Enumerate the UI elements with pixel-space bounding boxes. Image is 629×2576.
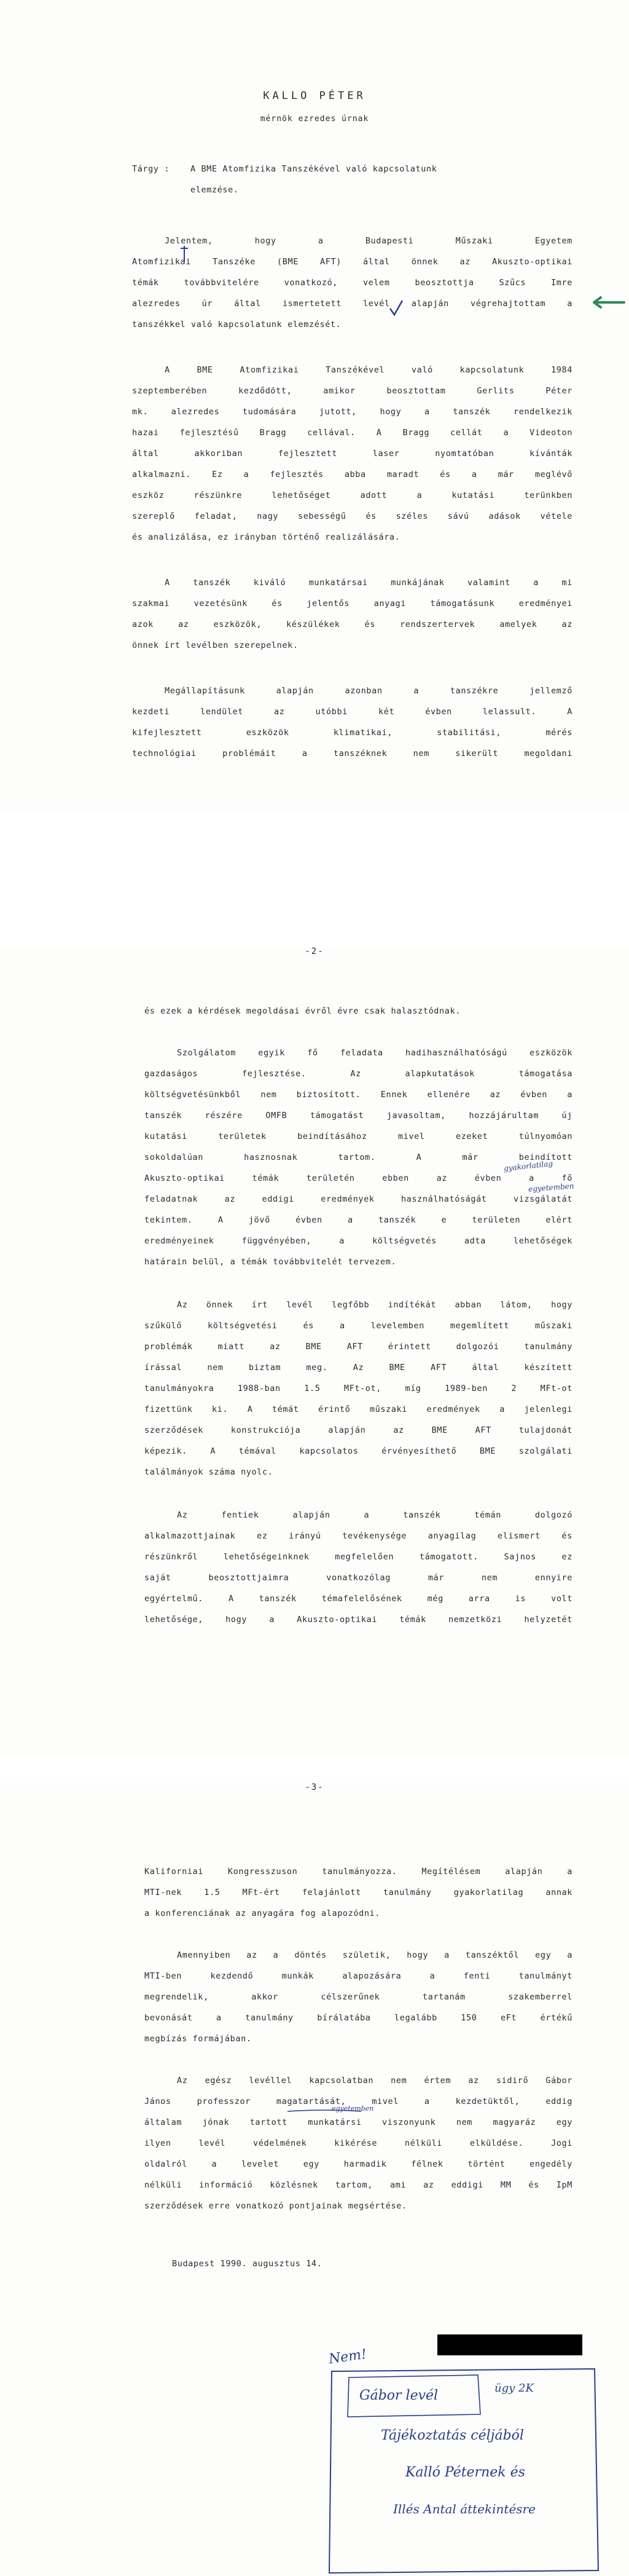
paragraph-line: alkalmazottjainak ez irányú tevékenysége anyagilag elismert és	[144, 1531, 572, 1541]
paragraph-line: A tanszék kiváló munkatársai munkájának valamint a mi	[165, 578, 572, 588]
paragraph-line: szeptemberében kezdődött, amikor beosztottam Gerlits Péter	[132, 386, 572, 396]
paragraph-line: önnek írt levélben szerepelnek.	[132, 640, 299, 650]
handwritten-note-line: Kalló Péternek és	[405, 2465, 525, 2480]
paragraph-line: lehetősége, hogy a Akuszto-optikai témák nemzetközi helyzetét	[144, 1615, 572, 1625]
paragraph-line: határain belül, a témák továbbvitelét tervezem.	[144, 1257, 397, 1267]
paragraph-line: ilyen levél védelmének kikérése nélküli elküldése. Jogi	[144, 2138, 572, 2148]
paragraph-line: Kaliforniai Kongresszuson tanulmányozza. Megítélésem alapján a	[144, 1867, 572, 1877]
paragraph-line: a konferenciának az anyagára fog alapozódni.	[144, 1908, 381, 1918]
paragraph-line: megbízás formájában.	[144, 2034, 252, 2044]
paragraph-line: Szolgálatom egyik fő feladata hadihasználhatóságú eszközök	[177, 1048, 572, 1058]
paragraph-line: tanszék részére OMFB támogatást javasoltam, hozzájárultam új	[144, 1111, 572, 1121]
interline-handwritten-note: egyetemben	[332, 2105, 374, 2113]
paragraph-line: Az fentiek alapján a tanszék témán dolgozó	[177, 1510, 572, 1520]
paragraph-line: és analizálása, ez irányban történő realizálására.	[132, 532, 400, 542]
margin-handwritten-note: gyakorlatilag	[503, 1159, 553, 1173]
paragraph-line: szerződések konstrukciója alapján az BME AFT tulajdonát	[144, 1425, 572, 1435]
page-number: -2-	[305, 947, 324, 956]
paragraph-line: szűkülő költségvetési és a levelemben megemlített műszaki	[144, 1321, 572, 1331]
paragraph-line: MTI-ben kezdendő munkák alapozására a fenti tanulmányt	[144, 1971, 572, 1981]
paragraph-line: feladatnak az eddigi eredmények használhatóságát vizsgálatát	[144, 1194, 572, 1204]
paragraph-line: írással nem biztam meg. Az BME AFT által készített	[144, 1363, 572, 1373]
paragraph-line: témák továbbvitelére vonatkozó, velem beosztottja Szűcs Imre	[132, 278, 572, 288]
paragraph-line: és ezek a kérdések megoldásai évről évre csak halasztódnak.	[144, 1006, 461, 1016]
paragraph-line: kifejlesztett eszközök klimatikai, stabilitási, mérés	[132, 728, 572, 738]
paragraph-line: problémák miatt az BME AFT érintett dolgozói tanulmány	[144, 1342, 572, 1352]
paragraph-line: Az önnek írt levél legfőbb indítékát abban látom, hogy	[177, 1300, 572, 1310]
recipient-role: mérnök ezredes úrnak	[260, 114, 369, 124]
paragraph-line: fizettünk ki. A témát érintő műszaki eredmények a jelenlegi	[144, 1404, 572, 1414]
paragraph-line: alezredes úr által ismertetett levél alapján végrehajtottam a	[132, 299, 572, 309]
recipient-name: KALLO PÉTER	[263, 90, 366, 102]
paragraph-line: Megállapításunk alapján azonban a tanszékre jellemző	[165, 686, 572, 696]
subject-label: Tárgy :	[132, 164, 170, 174]
paragraph-line: azok az eszközök, készülékek és rendszertervek amelyek az	[132, 620, 572, 629]
paragraph-line: tanszékkel való kapcsolatunk elemzését.	[132, 320, 342, 329]
paragraph-line: bevonását a tanulmány bírálatába legalább 150 eFt értékű	[144, 2013, 572, 2023]
paragraph-line: egyértelmű. A tanszék témafelelősének még arra is volt	[144, 1594, 572, 1604]
page-1	[0, 0, 629, 811]
page-number: -3-	[305, 1782, 324, 1792]
paragraph-line: gazdaságos fejlesztése. Az alapkutatások támogatása	[144, 1069, 572, 1079]
paragraph-line: Amennyiben az a döntés születik, hogy a tanszéktől egy a	[177, 1950, 572, 1960]
handwritten-stamp-word: Nem!	[327, 2346, 368, 2368]
paragraph-line: MTI-nek 1.5 MFt-ért felajánlott tanulmány gyakorlatilag annak	[144, 1888, 572, 1897]
paragraph-line: alkalmazni. Ez a fejlesztés abba maradt és a már meglévő	[132, 470, 572, 479]
paragraph-line: Atomfizikai Tanszéke (BME AFT) által önnek az Akuszto-optikai	[132, 257, 572, 267]
paragraph-line: A BME Atomfizikai Tanszékével való kapcsolatunk 1984	[165, 365, 572, 375]
paragraph-line: kezdeti lendület az utóbbi két évben lelassult. A	[132, 707, 572, 717]
paragraph-line: oldalról a levelet egy harmadik félnek történt engedély	[144, 2159, 572, 2169]
paragraph-line: képezik. A témával kapcsolatos érvényesíthető BME szolgálati	[144, 1446, 572, 1456]
paragraph-line: sokoldalúan hasznosnak tartom. A már beindított	[144, 1152, 572, 1162]
paragraph-line: hazai fejlesztésű Bragg cellával. A Bragg cellát a Videoton	[132, 428, 572, 438]
paragraph-line: eredményeinek függvényében, a költségvetés adta lehetőségek	[144, 1236, 572, 1246]
page-2	[0, 947, 629, 1758]
paragraph-line: szakmai vezetésünk és jelentős anyagi támogatásunk eredményei	[132, 599, 572, 609]
handwritten-note-line: Illés Antal áttekintésre	[393, 2502, 536, 2516]
redaction-bar	[437, 2334, 582, 2355]
handwritten-correction-mark	[178, 246, 190, 262]
paragraph-line: szerződések erre vonatkozó pontjainak megsértése.	[144, 2201, 407, 2211]
handwritten-check-mark	[388, 299, 404, 317]
paragraph-line: mk. alezredes tudomására jutott, hogy a tanszék rendelkezik	[132, 407, 572, 417]
paragraph-line: eszköz részünkre lehetőséget adott a kutatási terünkben	[132, 490, 572, 500]
handwritten-note-line: Tájékoztatás céljából	[381, 2428, 524, 2443]
margin-handwritten-note: egyetemben	[528, 1181, 574, 1194]
paragraph-line: nélküli információ közlésnek tartom, ami az eddigi MM és IpM	[144, 2180, 572, 2190]
handwritten-note-line: ügy 2K	[494, 2382, 534, 2395]
paragraph-line: saját beosztottjaimra vonatkozólag már nem ennyire	[144, 1573, 572, 1583]
handwritten-note-line: Gábor levél	[359, 2388, 439, 2403]
paragraph-line: tekintem. A jövő évben a tanszék e területen elért	[144, 1215, 572, 1225]
paragraph-line: technológiai problémáit a tanszéknek nem sikerült megoldani	[132, 749, 572, 758]
paragraph-line: kutatási területek beindításához mivel ezeket túlnyomóan	[144, 1132, 572, 1141]
paragraph-line: Az egész levéllel kapcsolatban nem értem az sidirő Gábor	[177, 2076, 572, 2086]
green-arrow-icon	[591, 296, 625, 309]
paragraph-line: részünkről lehetőségeinknek megfelelően támogatott. Sajnos ez	[144, 1552, 572, 1562]
paragraph-line: Akuszto-optikai témák területén ebben az évben a fő	[144, 1173, 572, 1183]
paragraph-line: János professzor magatartását, mivel a kezdetüktől, eddig	[144, 2097, 572, 2106]
paragraph-line: találmányok száma nyolc.	[144, 1467, 273, 1477]
paragraph-line: Jelentem, hogy a Budapesti Műszaki Egyetem	[165, 236, 572, 246]
page-3	[0, 1782, 629, 2576]
subject-line-2: elemzése.	[190, 185, 239, 195]
paragraph-line: megrendelik, akkor célszerűnek tartanám szakemberrel	[144, 1992, 572, 2002]
subject-line-1: A BME Atomfizika Tanszékével való kapcsolatunk	[190, 164, 437, 174]
paragraph-line: tanulmányokra 1988-ban 1.5 MFt-ot, míg 1989-ben 2 MFt-ot	[144, 1384, 572, 1393]
paragraph-line: szereplő feladat, nagy sebességű és széles sávú adások vétele	[132, 511, 572, 521]
place-and-date: Budapest 1990. augusztus 14.	[172, 2259, 322, 2269]
paragraph-line: költségvetésünkből nem biztosított. Ennek ellenére az évben a	[144, 1090, 572, 1100]
paragraph-line: általam jónak tartott munkatársi viszonyunk nem magyaráz egy	[144, 2117, 572, 2127]
paragraph-line: által akkoriban fejlesztett laser nyomtatóban kívánták	[132, 449, 572, 459]
